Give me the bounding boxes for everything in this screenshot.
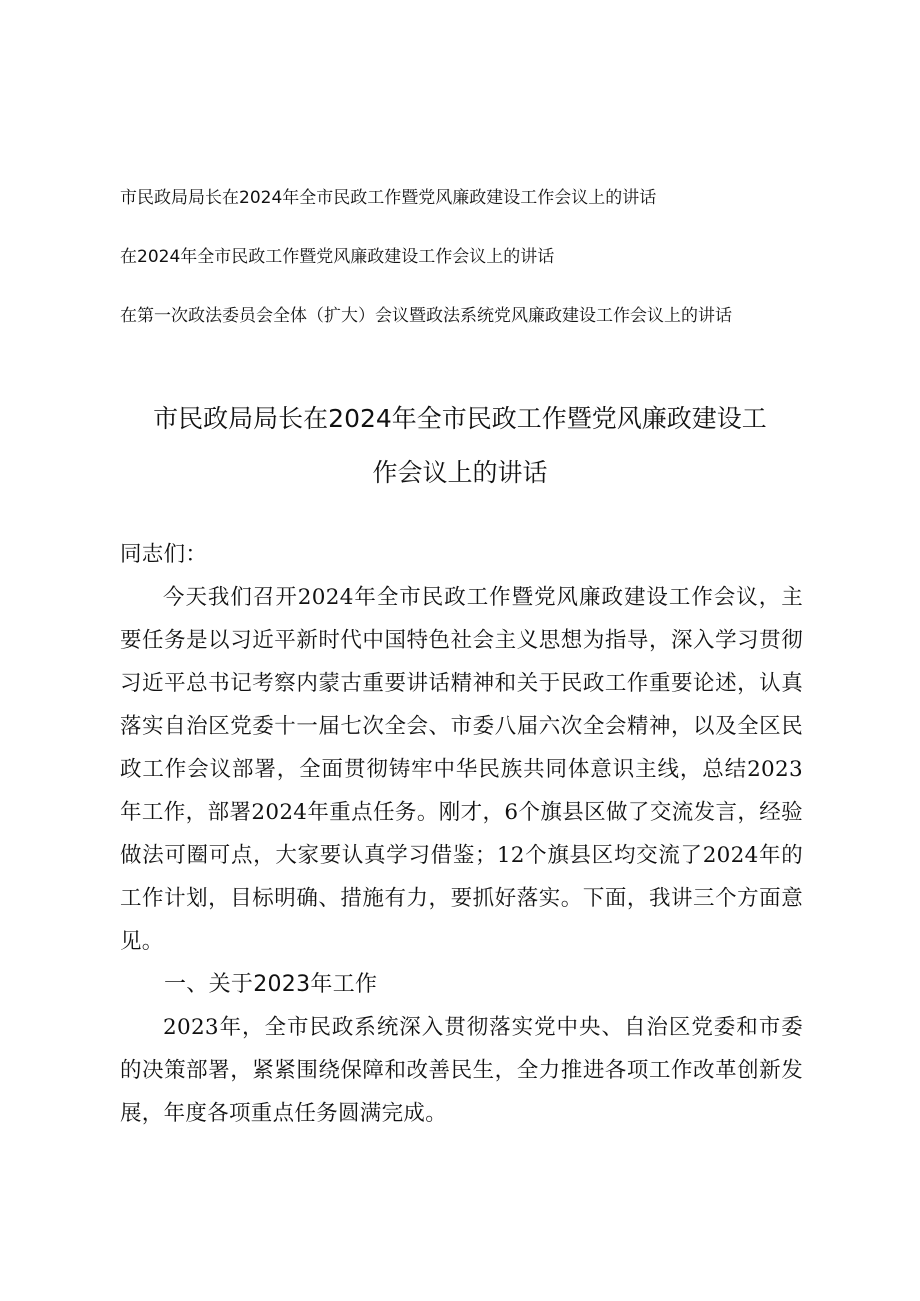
title-line-1: 市民政局局长在2024年全市民政工作暨党风廉政建设工 [153, 404, 767, 433]
body-paragraph: 2023年，全市民政系统深入贯彻落实党中央、自治区党委和市委的决策部署，紧紧围绕保障和改善民生，全力推进各项工作改革创新发展，年度各项重点任务圆满完成。 [120, 1015, 803, 1126]
toc-item: 在第一次政法委员会全体（扩大）会议暨政法系统党风廉政建设工作会议上的讲话 [120, 306, 732, 326]
section-heading: 一、关于2023年工作 [164, 972, 378, 997]
table-of-contents [120, 188, 820, 365]
toc-item: 市民政局局长在2024年全市民政工作暨党风廉政建设工作会议上的讲话 [120, 188, 657, 208]
toc-item: 在2024年全市民政工作暨党风廉政建设工作会议上的讲话 [120, 247, 555, 267]
salutation: 同志们： [120, 542, 208, 567]
title-line-2: 作会议上的讲话 [372, 458, 548, 487]
document-body [120, 533, 803, 1135]
body-paragraph: 今天我们召开2024年全市民政工作暨党风廉政建设工作会议，主要任务是以习近平新时代中国特色社会主义思想为指导，深入学习贯彻习近平总书记考察内蒙古重要讲话精神和关于民政工作重要论述，认真落实自治区党委十一届七次全会、市委八届六次全会精神，以及全区民政工作会议部署，全面贯彻铸牢中华民族共同体意识主线，总结2023年工作，部署2024年重点任务。刚才，6个旗县区做了交流发言，经验做法可圈可点，大家要认真学习借鉴；12个旗县区均交流了2024年的工作计划，目标明确、措施有力，要抓好落实。下面，我讲三个方面意见。 [120, 585, 803, 954]
document-title [120, 392, 800, 500]
